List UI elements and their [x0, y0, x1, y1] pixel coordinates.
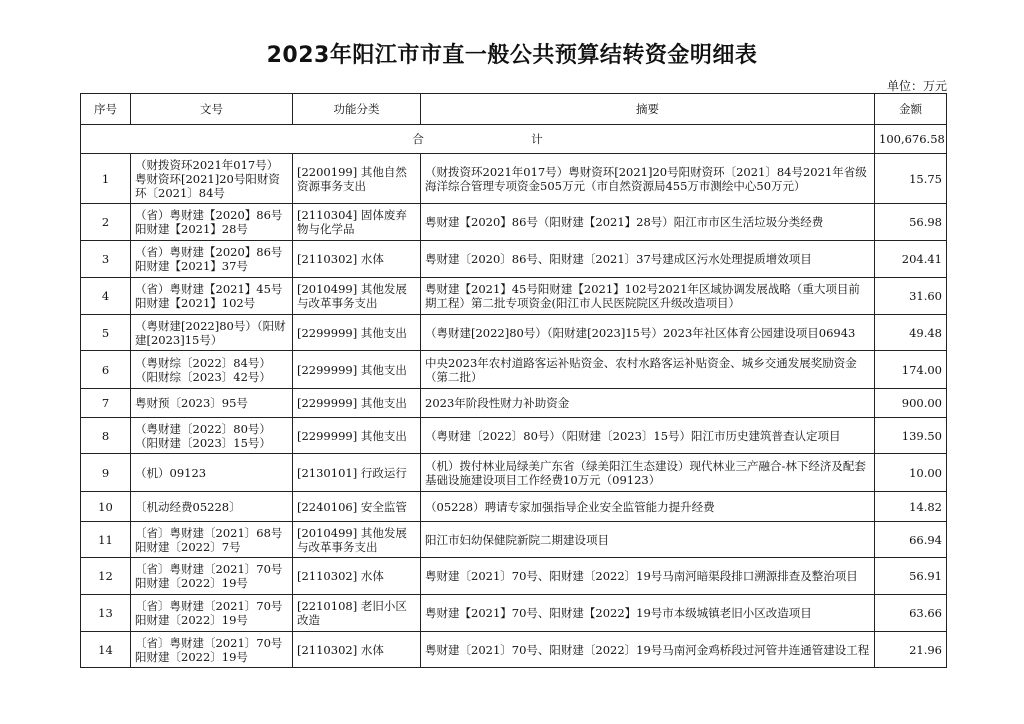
- row-doc-number: （省）粤财建【2020】86号阳财建【2021】37号: [131, 241, 293, 278]
- row-doc-number: 〔省〕粤财建〔2021〕68号阳财建〔2022〕7号: [131, 522, 293, 558]
- row-amount: 10.00: [875, 454, 947, 492]
- table-header-row: [81, 94, 947, 125]
- row-doc-number: 〔机动经费05228〕: [131, 492, 293, 522]
- table-row: [81, 522, 947, 558]
- row-doc-number: （省）粤财建【2020】86号阳财建【2021】28号: [131, 204, 293, 241]
- row-amount: 31.60: [875, 278, 947, 315]
- row-doc-number: 粤财预〔2023〕95号: [131, 389, 293, 418]
- table-row: [81, 241, 947, 278]
- table-row: [81, 154, 947, 204]
- row-amount: 56.91: [875, 558, 947, 595]
- row-seq: 14: [81, 632, 131, 668]
- row-seq: 3: [81, 241, 131, 278]
- row-amount: 174.00: [875, 351, 947, 389]
- table-row: [81, 595, 947, 632]
- row-summary: 粤财建〔2020〕86号、阳财建〔2021〕37号建成区污水处理提质增效项目: [421, 241, 875, 278]
- row-doc-number: 〔省〕粤财建〔2021〕70号阳财建〔2022〕19号: [131, 558, 293, 595]
- row-function-category: [2240106] 安全监管: [293, 492, 421, 522]
- page-title: 2023年阳江市市直一般公共预算结转资金明细表: [266, 43, 758, 68]
- row-amount: 56.98: [875, 204, 947, 241]
- row-doc-number: （粤财综〔2022〕84号）（阳财综〔2023〕42号）: [131, 351, 293, 389]
- row-doc-number: （省）粤财建【2021】45号阳财建【2021】102号: [131, 278, 293, 315]
- row-function-category: [2299999] 其他支出: [293, 418, 421, 454]
- row-summary: （粤财建[2022]80号）（阳财建[2023]15号）2023年社区体育公园建设项目06943: [421, 315, 875, 351]
- row-seq: 2: [81, 204, 131, 241]
- row-amount: 63.66: [875, 595, 947, 632]
- row-seq: 1: [81, 154, 131, 204]
- table-row: [81, 351, 947, 389]
- row-function-category: [2110302] 水体: [293, 632, 421, 668]
- table-row: [81, 278, 947, 315]
- table-row: [81, 204, 947, 241]
- row-doc-number: （财拨资环2021年017号）粤财资环[2021]20号阳财资环〔2021〕84号: [131, 154, 293, 204]
- row-seq: 6: [81, 351, 131, 389]
- total-amount: 100,676.58: [875, 125, 947, 154]
- row-seq: 7: [81, 389, 131, 418]
- row-summary: 粤财建【2021】45号阳财建【2021】102号2021年区域协调发展战略（重大项目前期工程）第二批专项资金(阳江市人民医院院区升级改造项目）: [421, 278, 875, 315]
- row-seq: 13: [81, 595, 131, 632]
- row-seq: 10: [81, 492, 131, 522]
- row-seq: 9: [81, 454, 131, 492]
- header-summary: 摘要: [421, 94, 875, 125]
- row-amount: 204.41: [875, 241, 947, 278]
- row-summary: 中央2023年农村道路客运补贴资金、农村水路客运补贴资金、城乡交通发展奖励资金（第二批）: [421, 351, 875, 389]
- row-amount: 49.48: [875, 315, 947, 351]
- row-doc-number: 〔省〕粤财建〔2021〕70号阳财建〔2022〕19号: [131, 595, 293, 632]
- row-doc-number: （机）09123: [131, 454, 293, 492]
- row-summary: 粤财建【2020】86号（阳财建【2021】28号）阳江市市区生活垃圾分类经费: [421, 204, 875, 241]
- row-function-category: [2200199] 其他自然资源事务支出: [293, 154, 421, 204]
- row-seq: 12: [81, 558, 131, 595]
- table-row: [81, 389, 947, 418]
- table-row: [81, 492, 947, 522]
- row-seq: 8: [81, 418, 131, 454]
- row-doc-number: （粤财建〔2022〕80号）（阳财建〔2023〕15号）: [131, 418, 293, 454]
- table-row: [81, 632, 947, 668]
- row-summary: 粤财建〔2021〕70号、阳财建〔2022〕19号马南河暗渠段排口溯源排查及整治项目: [421, 558, 875, 595]
- row-doc-number: 〔省〕粤财建〔2021〕70号阳财建〔2022〕19号: [131, 632, 293, 668]
- row-function-category: [2110302] 水体: [293, 241, 421, 278]
- header-doc: 文号: [131, 94, 293, 125]
- table-row: [81, 558, 947, 595]
- row-function-category: [2210108] 老旧小区改造: [293, 595, 421, 632]
- row-amount: 900.00: [875, 389, 947, 418]
- total-label-right: 计: [531, 132, 543, 146]
- row-summary: 阳江市妇幼保健院新院二期建设项目: [421, 522, 875, 558]
- row-summary: 粤财建【2021】70号、阳财建【2022】19号市本级城镇老旧小区改造项目: [421, 595, 875, 632]
- row-amount: 15.75: [875, 154, 947, 204]
- row-amount: 14.82: [875, 492, 947, 522]
- header-func: 功能分类: [293, 94, 421, 125]
- row-seq: 11: [81, 522, 131, 558]
- row-summary: 2023年阶段性财力补助资金: [421, 389, 875, 418]
- row-function-category: [2299999] 其他支出: [293, 351, 421, 389]
- header-amount: 金额: [875, 94, 947, 125]
- budget-table: [80, 93, 947, 668]
- row-amount: 21.96: [875, 632, 947, 668]
- total-row: [81, 125, 947, 154]
- row-summary: 粤财建〔2021〕70号、阳财建〔2022〕19号马南河金鸡桥段过河管井连通管建设工程: [421, 632, 875, 668]
- row-function-category: [2299999] 其他支出: [293, 315, 421, 351]
- row-function-category: [2010499] 其他发展与改革事务支出: [293, 278, 421, 315]
- total-label: [81, 125, 875, 154]
- table-row: [81, 418, 947, 454]
- row-doc-number: （粤财建[2022]80号）（阳财建[2023]15号）: [131, 315, 293, 351]
- row-summary: （粤财建〔2022〕80号）（阳财建〔2023〕15号）阳江市历史建筑普查认定项目: [421, 418, 875, 454]
- row-amount: 66.94: [875, 522, 947, 558]
- row-summary: （05228）聘请专家加强指导企业安全监管能力提升经费: [421, 492, 875, 522]
- row-function-category: [2299999] 其他支出: [293, 389, 421, 418]
- row-summary: （财拨资环2021年017号）粤财资环[2021]20号阳财资环〔2021〕84号2021年省级海洋综合管理专项资金505万元（市自然资源局455万市测绘中心50万元）: [421, 154, 875, 204]
- header-seq: 序号: [81, 94, 131, 125]
- row-summary: （机）拨付林业局绿美广东省（绿美阳江生态建设）现代林业三产融合-林下经济及配套基础设施建设项目工作经费10万元（09123）: [421, 454, 875, 492]
- unit-label: 单位：万元: [886, 79, 947, 93]
- row-function-category: [2110304] 固体废弃物与化学品: [293, 204, 421, 241]
- row-seq: 5: [81, 315, 131, 351]
- row-seq: 4: [81, 278, 131, 315]
- row-function-category: [2130101] 行政运行: [293, 454, 421, 492]
- row-function-category: [2010499] 其他发展与改革事务支出: [293, 522, 421, 558]
- row-function-category: [2110302] 水体: [293, 558, 421, 595]
- total-label-left: 合: [412, 132, 424, 146]
- table-row: [81, 454, 947, 492]
- row-amount: 139.50: [875, 418, 947, 454]
- table-row: [81, 315, 947, 351]
